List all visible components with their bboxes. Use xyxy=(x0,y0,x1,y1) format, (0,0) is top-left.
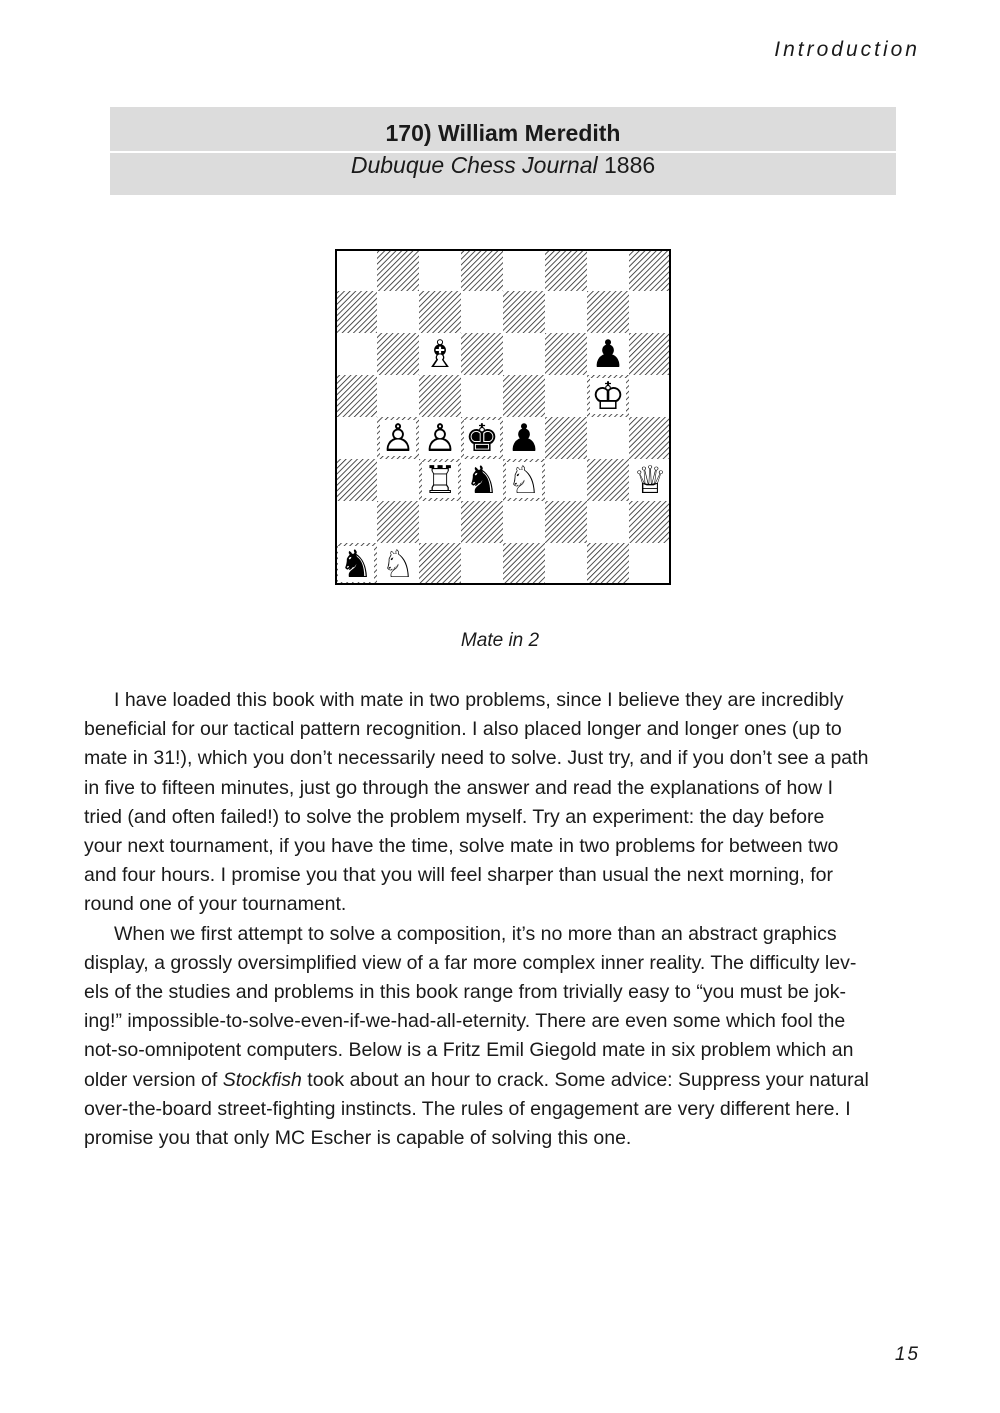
page-number: 15 xyxy=(894,1344,920,1365)
text-line xyxy=(84,949,920,978)
white-king-icon: ♔ xyxy=(590,374,626,418)
text-run: When we first attempt to solve a composition, it’s no more than an abstract graphics xyxy=(114,922,837,945)
text-line xyxy=(84,890,920,919)
text-line xyxy=(84,1066,920,1095)
text-line xyxy=(84,832,920,861)
light-square xyxy=(545,291,587,333)
black-pawn-icon: ♟ xyxy=(506,416,542,460)
light-square xyxy=(587,249,629,291)
source-year: 1886 xyxy=(604,152,656,178)
dark-square xyxy=(545,333,587,375)
diagram-caption: Mate in 2 xyxy=(460,630,540,651)
light-square xyxy=(629,291,671,333)
dark-square xyxy=(335,375,377,417)
light-square xyxy=(419,501,461,543)
dark-square xyxy=(629,333,671,375)
text-run: over-the-board street-fighting instincts. The rules of engagement are very different here. I xyxy=(84,1097,851,1120)
chess-board xyxy=(335,249,671,585)
white-knight-icon: ♘ xyxy=(380,542,416,585)
italic-title: Stockfish xyxy=(222,1068,302,1091)
text-run: display, a grossly oversimplified view of a far more complex inner reality. The difficulty lev- xyxy=(84,951,857,974)
source-publication: Dubuque Chess Journal xyxy=(350,152,598,178)
black-pawn-icon: ♟ xyxy=(590,332,626,376)
light-square xyxy=(545,375,587,417)
text-run: els of the studies and problems in this book range from trivially easy to “you must be jok- xyxy=(84,981,846,1004)
dark-square xyxy=(629,501,671,543)
text-run: promise you that only MC Escher is capable of solving this one. xyxy=(84,1127,632,1150)
light-square xyxy=(335,417,377,459)
light-square xyxy=(629,375,671,417)
light-square xyxy=(461,543,503,585)
black-knight-icon: ♞ xyxy=(464,458,500,502)
text-line xyxy=(84,803,920,832)
dark-square xyxy=(335,291,377,333)
running-head: Introduction xyxy=(774,38,920,61)
text-line xyxy=(84,1007,920,1036)
light-square xyxy=(545,543,587,585)
text-run: beneficial for our tactical pattern recognition. I also placed longer and longer ones (up to xyxy=(84,718,842,741)
white-bishop-icon: ♗ xyxy=(422,332,458,376)
light-square xyxy=(335,501,377,543)
light-square xyxy=(377,459,419,501)
paragraph xyxy=(84,686,920,920)
text-run: older version of xyxy=(84,1068,223,1091)
dark-square xyxy=(377,249,419,291)
white-rook-icon: ♖ xyxy=(422,458,458,502)
paragraph xyxy=(84,920,920,1154)
light-square xyxy=(377,291,419,333)
text-line xyxy=(84,920,920,949)
light-square xyxy=(377,375,419,417)
black-king-icon: ♚ xyxy=(464,416,500,460)
text-line xyxy=(84,744,920,773)
dark-square xyxy=(503,375,545,417)
text-run: I have loaded this book with mate in two problems, since I believe they are incredibly xyxy=(114,689,844,711)
text-run: ing!” impossible-to-solve-even-if-we-had-all-eternity. There are even some which fool the xyxy=(84,1010,846,1033)
dark-square xyxy=(629,249,671,291)
light-square xyxy=(587,417,629,459)
dark-square xyxy=(461,333,503,375)
dark-square xyxy=(587,291,629,333)
white-queen-icon: ♕ xyxy=(632,458,668,502)
light-square xyxy=(503,333,545,375)
text-run: took about an hour to crack. Some advice: Suppress your natural xyxy=(301,1068,869,1091)
dark-square xyxy=(461,501,503,543)
body-text xyxy=(84,686,920,1153)
text-line xyxy=(84,1124,920,1153)
dark-square xyxy=(503,543,545,585)
text-line xyxy=(84,1095,920,1124)
dark-square xyxy=(377,333,419,375)
dark-square xyxy=(503,291,545,333)
light-square xyxy=(461,291,503,333)
text-run: round one of your tournament. xyxy=(84,893,347,916)
text-line xyxy=(84,1036,920,1065)
light-square xyxy=(545,459,587,501)
problem-source xyxy=(110,152,896,179)
dark-square xyxy=(545,501,587,543)
black-knight-icon: ♞ xyxy=(338,542,374,585)
dark-square xyxy=(377,501,419,543)
dark-square xyxy=(419,375,461,417)
light-square xyxy=(419,249,461,291)
dark-square xyxy=(587,543,629,585)
text-run: mate in 31!), which you don’t necessarily need to solve. Just try, and if you don’t see a path xyxy=(84,747,869,770)
light-square xyxy=(629,543,671,585)
text-run: your next tournament, if you have the time, solve mate in two problems for between two xyxy=(84,835,839,858)
text-line xyxy=(84,686,920,715)
dark-square xyxy=(545,417,587,459)
text-run: not-so-omnipotent computers. Below is a Fritz Emil Giegold mate in six problem which an xyxy=(84,1039,854,1062)
light-square xyxy=(587,501,629,543)
text-line xyxy=(84,715,920,744)
problem-title: 170) William Meredith xyxy=(385,120,621,146)
text-line xyxy=(84,861,920,890)
light-square xyxy=(335,333,377,375)
text-run: in five to fifteen minutes, just go through the answer and read the explanations of how I xyxy=(84,776,834,799)
dark-square xyxy=(587,459,629,501)
white-pawn-icon: ♙ xyxy=(380,416,416,460)
light-square xyxy=(335,249,377,291)
light-square xyxy=(461,375,503,417)
text-line xyxy=(84,774,920,803)
dark-square xyxy=(419,543,461,585)
text-line xyxy=(84,978,920,1007)
white-pawn-icon: ♙ xyxy=(422,416,458,460)
light-square xyxy=(503,501,545,543)
text-run: tried (and often failed!) to solve the problem myself. Try an experiment: the day before xyxy=(84,805,825,828)
dark-square xyxy=(545,249,587,291)
light-square xyxy=(503,249,545,291)
dark-square xyxy=(335,459,377,501)
dark-square xyxy=(461,249,503,291)
white-knight-icon: ♘ xyxy=(506,458,542,502)
problem-title-box xyxy=(110,107,896,195)
text-run: and four hours. I promise you that you will feel sharper than usual the next morning, for xyxy=(84,864,833,887)
dark-square xyxy=(629,417,671,459)
dark-square xyxy=(419,291,461,333)
